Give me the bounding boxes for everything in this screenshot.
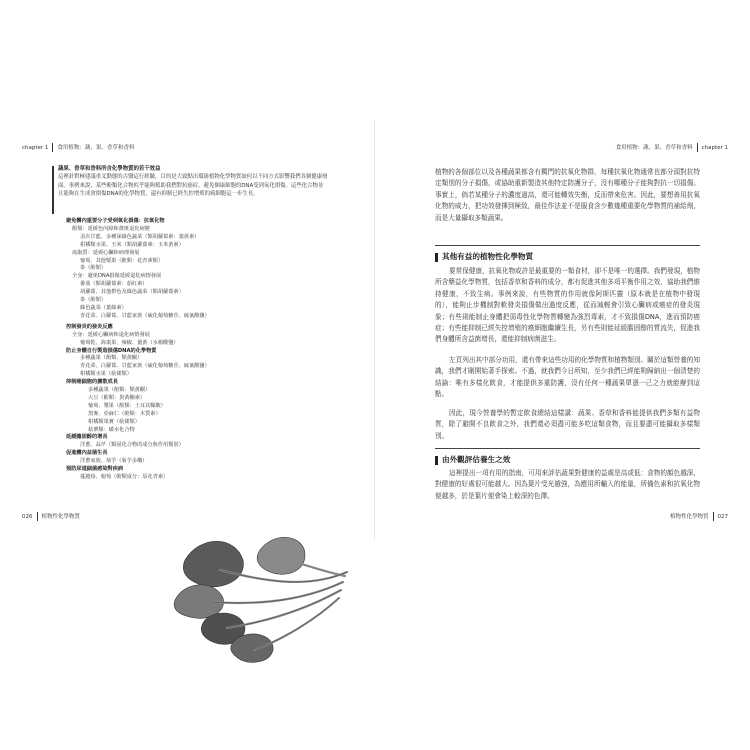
right-page <box>375 0 750 750</box>
paragraph-4: 因此，現今營養學的暫定飲食總結這樣講：蔬果、香草和香料能提供我們多類有益物質，除了避開不良飲食之外，我們還必須盡可能多吃這類食物，而且要盡可能攝取多樣類別。 <box>435 409 700 440</box>
list-item: 茶（酚類） <box>80 297 106 304</box>
benefit-list <box>66 218 316 482</box>
left-footer <box>22 512 80 521</box>
paragraph-5: 這裡提出一項有用的指南，可用來評估蔬果對健康的益處是高或低：食物的顏色越深，對健康的好處很可能越大。因為葉片受光越強，為應用所輸入的能量，所備色素和抗氧化物便越多，於是葉片便會染上較深的色澤。 <box>435 469 700 500</box>
footer-divider <box>713 512 714 521</box>
right-header-chapter: chapter 1 <box>701 145 728 151</box>
list-item: 羽衣甘藍、多種深綠色蔬菜（類胡蘿蔔素：葉黃素） <box>80 233 200 240</box>
left-header-chapter: chapter 1 <box>22 145 49 151</box>
list-item: 葡萄、其他漿果（酚類：花青素類） <box>80 257 164 264</box>
list-item: 青花菜、白蘿蔔、甘藍家族（硫化葡萄糖苷、硫氰酸鹽） <box>80 363 210 370</box>
list-heading: 防止身體自行製造損傷DNA的化學物質 <box>66 347 157 354</box>
list-item: 多種蔬果（酚類、類黃酮） <box>80 355 143 362</box>
list-heading: 預防尿道細菌感染對疾病 <box>66 466 124 473</box>
list-item: 柑橘類水果、玉米（類胡蘿蔔素：玉米黃素） <box>80 241 184 248</box>
section-title-text: 其他有益的植物性化學物質 <box>442 252 534 261</box>
section-bar <box>435 253 438 262</box>
list-item: 全身：避免DNA損傷延緩退化病情發展 <box>72 273 162 280</box>
list-heading: 抑制癌細胞的擴散成長 <box>66 379 118 386</box>
list-item: 菇蕈類：碳水化合物 <box>88 426 135 433</box>
list-heading: 促進體內益菌生長 <box>66 450 108 457</box>
right-page-number: 027 <box>717 514 728 520</box>
list-item: 胡蘿蔔、其他橙色及綠色蔬菜（類胡蘿蔔素） <box>80 289 184 296</box>
paragraph-2: 要常保健康，抗氧化物或許是最重要的一類食材，卻不是唯一的選擇。我們發現，植物所含藥益化學物質，包括香草和香料的成分，都有促進其他多項平衡作用之效，協助我們維持健康，不致生病。事例來說，有些物質的作用就像阿斯匹靈（原本就是在植物中發現的），能夠止步機制對軟發炎損傷做出過度反應，從而減輕會引致心臟病或癌症的發炎現象；有些則能制止身體把弱毒性化學物質轉變為強烈毒素，才不致損傷DNA，進而預防癌症；有些能抑制已經失控增殖的癌細胞繼續生長，另有些則能延緩膽固醇的質流失，促進我們身體所含益菌增長，還能抑制病菌滋生。 <box>435 267 700 344</box>
list-heading: 控制發炎的發炎反應 <box>66 323 113 330</box>
list-item: 酚類：延緩色內障和黃斑退化病變 <box>72 225 150 232</box>
list-item: 血脂質：延緩心臟和病理發展 <box>72 249 140 256</box>
list-item: 葡萄、漿果（酚類：土耳其鞣酸） <box>88 402 166 409</box>
list-item: 柑橘類果實（萜烯類） <box>88 418 140 425</box>
list-item: 多種蔬果（酚類：類黃酮） <box>88 387 151 394</box>
list-item: 大豆（酚類：異黃酮素） <box>88 394 146 401</box>
list-item: 葡萄乾、海棗果、辣椒、薑黃（水楊酸鹽） <box>80 339 179 346</box>
paragraph-3: 左頁列出其中部分功用，還有帶來這些功用的化學物質和植物類別。關於這類營養的知識，我們才剛開始著手探索。不過，就我們今日所知，至少我們已經能夠歸納出一個清楚的結論：唯有多樣化飲食，才能提供多重防護，沒有任何一種蔬果單憑一己之力就能辦到這點。 <box>435 356 700 399</box>
list-item: 青花菜、白蘿蔔、甘藍家族（硫化葡萄糖苷、硫氰酸鹽） <box>80 312 210 319</box>
list-item: 綠色蔬菜（葉綠素） <box>80 304 127 311</box>
right-header-title: 食用植物：蔬、果、香草和香料 <box>615 145 693 151</box>
list-heading: 延緩膽固醇的增長 <box>66 434 108 441</box>
section-rule <box>435 448 700 449</box>
list-item: 番茄（類胡蘿蔔素：茄紅素） <box>80 281 148 288</box>
right-running-header <box>616 143 728 152</box>
list-item: 茶（酚類） <box>80 265 106 272</box>
section-title-other-phytochemicals <box>435 251 533 262</box>
list-item: 蔓越莓、葡萄（酚類成分：原花青素） <box>80 474 169 480</box>
leafy-vegetable-illustration <box>165 520 355 670</box>
left-running-header <box>22 143 134 152</box>
paragraph-1: 植物的各個部位以及各種蔬果都含有獨門的抗氧化物群，每種抗氧化物通常也都分頭對抗特定類別的分子損傷，或協助重新製造其他特定防護分子，沒有哪種分子能夠對抗一切損傷。事實上，倘若某種分子的濃度過高，還可能轉效失衡，反而帶來危害。因此，要想善用抗氧化物的威力，把功效發揮到極致，最佳作法並不是服食含少數幾種重要化學物質的補給劑，而是大量攝取多類蔬果。 <box>435 168 700 222</box>
list-item: 洋蔥、蒜芹（類固化合物的成分與作用類別） <box>80 442 184 449</box>
intro-box <box>58 165 328 199</box>
list-item: 柑橘類水果（萜烯類） <box>80 371 132 378</box>
intro-bar <box>52 166 54 214</box>
list-item: 洋蔥家族、菊芋（菊芋多醣） <box>80 458 148 465</box>
left-page-number: 026 <box>22 514 33 520</box>
header-divider <box>52 143 53 152</box>
section-title-text: 由外觀評估養生之效 <box>442 455 511 464</box>
section-title-appearance <box>435 454 510 465</box>
left-footer-title: 植物性化學物質 <box>41 514 81 520</box>
header-divider <box>697 143 698 152</box>
list-item: 黑麥、亞麻仁（酚類：木質素） <box>88 410 161 417</box>
right-footer-title: 植物性化學物質 <box>669 514 709 520</box>
left-header-title: 食用植物：蔬、果、香草和香料 <box>57 145 135 151</box>
intro-title: 蔬果、香草和香料所含化學物質的若干效益 <box>58 166 161 172</box>
list-heading: 避免體內重要分子受到氧化損傷：抗氧化物 <box>66 218 165 224</box>
footer-divider <box>37 512 38 521</box>
right-footer <box>670 512 728 521</box>
section-bar <box>435 456 438 465</box>
intro-text: 這裡針對極建議重叉動態的古醫這行經驗，目的是大致點出環繞植物化學物質如何以不同方式影響我們各個健康層面。事例來說，某些酚類化合物似乎能夠幫助我們對抗癌症，避免個康細胞的DNA受到氧化損傷。這些化合物並且能夠在生成會損傷DNA的化學物質，還有抑制已經失控增殖的癌細胞這一步生長。 <box>58 174 328 198</box>
list-item: 全身：延緩心臟病和退化病情發展 <box>72 331 150 338</box>
section-rule <box>435 245 700 246</box>
